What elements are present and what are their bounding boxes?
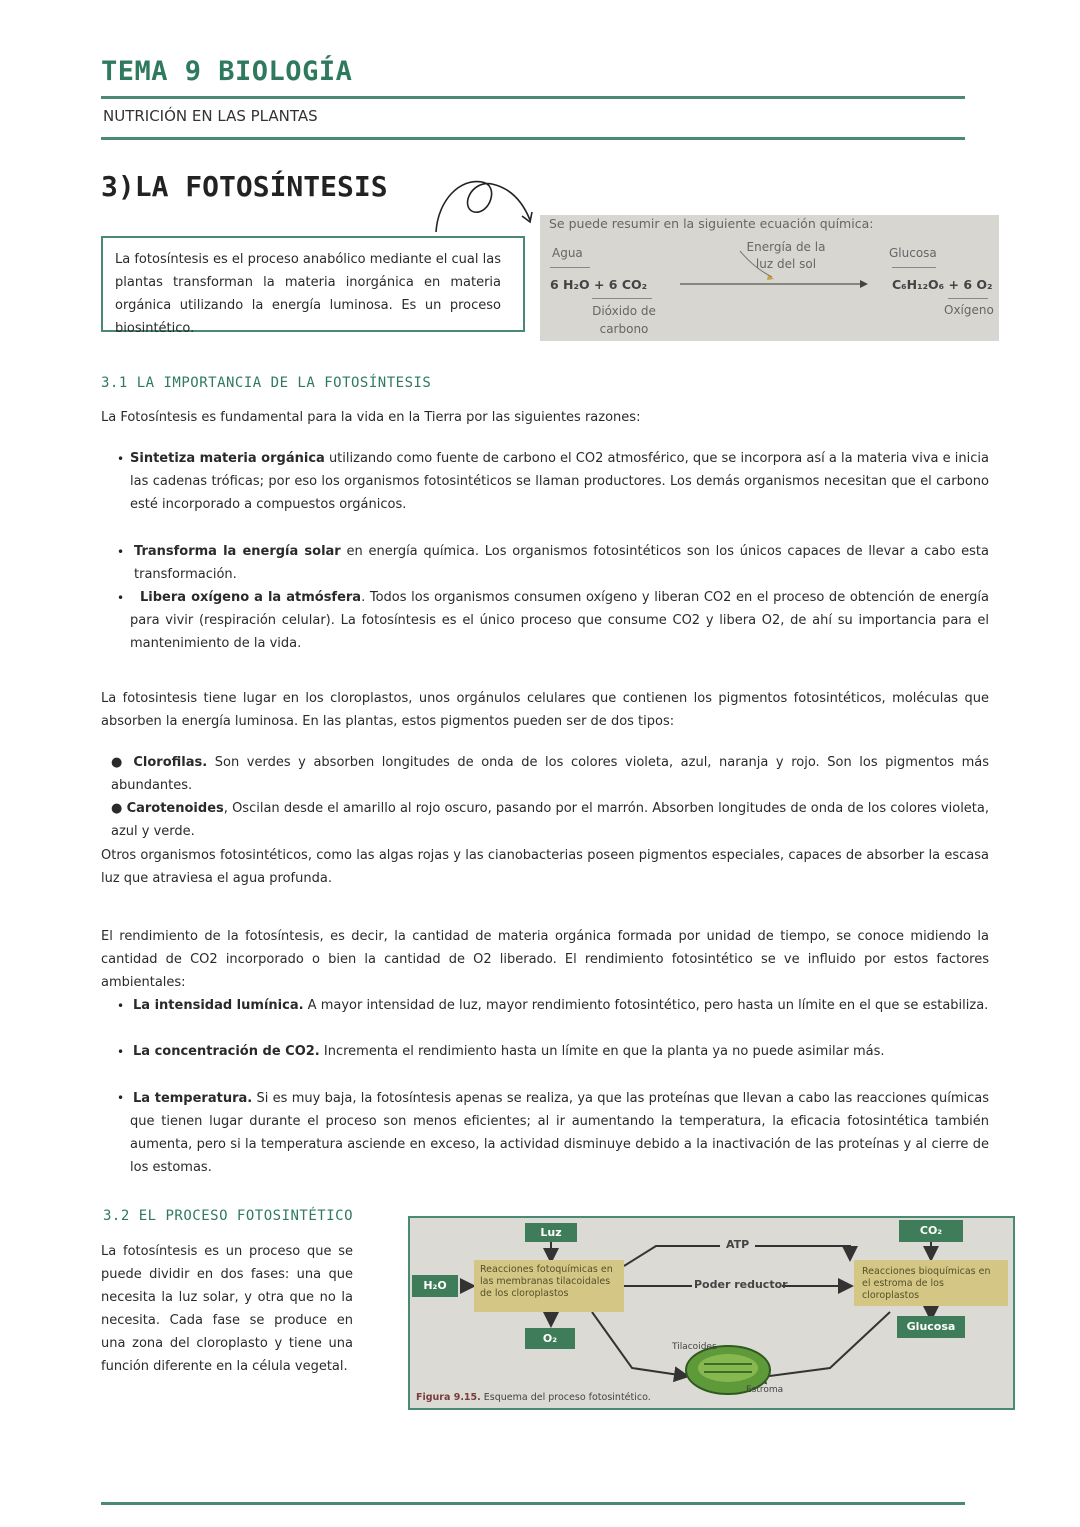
reason-3: Libera oxígeno a la atmósfera. Todos los organismos consumen oxígeno y liberan CO2 en el proceso de obtención de energía para vivir (respiración celular). La fotosíntesis es el único proceso que consume CO2 y libera O2, de ahí su importancia para el mantenimiento de la vida. bbox=[130, 590, 990, 651]
dioxido-label: Dióxido de carbono bbox=[592, 304, 656, 336]
header-divider-top bbox=[101, 96, 965, 99]
bioquimicas-box: Reacciones bioquímicas en el estroma de los cloroplastos bbox=[854, 1260, 1008, 1306]
oxigeno-underline bbox=[948, 298, 988, 299]
dioxido-underline bbox=[592, 298, 652, 299]
figure-caption: Figura 9.15. Esquema del proceso fotosintético. bbox=[416, 1392, 651, 1403]
glucosa-label: Glucosa bbox=[889, 246, 937, 260]
equation-figure bbox=[540, 215, 999, 341]
factor-intensidad: La intensidad lumínica. A mayor intensidad de luz, mayor rendimiento fotosintético, pero hasta un límite en el que se estabiliza. bbox=[133, 998, 989, 1013]
reaction-arrow bbox=[680, 249, 870, 289]
bullet-dot: • bbox=[117, 545, 125, 559]
section-title: 3)LA FOTOSÍNTESIS bbox=[101, 170, 388, 203]
glucosa-box: Glucosa bbox=[897, 1316, 965, 1338]
estroma-label: Estroma bbox=[746, 1385, 784, 1395]
page-title: TEMA 9 BIOLOGÍA bbox=[101, 56, 353, 87]
cloroplastos-paragraph: La fotosintesis tiene lugar en los cloroplastos, unos orgánulos celulares que contienen los pigmentos fotosintéticos, moléculas que absorben la energía luminosa. En las plantas, estos pigmentos pueden ser de dos tipos: bbox=[101, 691, 989, 729]
swirl-arrow-doodle bbox=[430, 170, 540, 240]
luz-box: Luz bbox=[525, 1223, 577, 1242]
energia-label: Energía de la luz del sol bbox=[746, 240, 826, 271]
reactants: 6 H₂O + 6 CO₂ bbox=[550, 277, 648, 292]
factor-temperatura: La temperatura. Si es muy baja, la fotosíntesis apenas se realiza, ya que las proteínas que llevan a cabo las reacciones químicas que tienen lugar durante el proceso son menos eficientes; al ir aumentando la temperatura, la eficacia fotosintética también aumenta, pero si la temperatura asciende en exceso, la actividad disminuye debido a la inactivación de las proteínas y al cierre de los estomas. bbox=[130, 1091, 989, 1175]
pigment-clorofilas: ● Clorofilas. Son verdes y absorben longitudes de onda de los colores violeta, azul, naranja y rojo. Son los pigmentos más abundantes. bbox=[111, 755, 989, 793]
atp-label: ATP bbox=[720, 1238, 755, 1251]
h2o-box: H₂O bbox=[412, 1275, 458, 1297]
otros-organismos-paragraph: Otros organismos fotosintéticos, como las algas rojas y las cianobacterias poseen pigmentos especiales, capaces de absorber la escasa luz que atraviesa el agua profunda. bbox=[101, 848, 989, 886]
agua-underline bbox=[550, 267, 590, 268]
bullet-dot: • bbox=[117, 452, 125, 466]
products: C₆H₁₂O₆ + 6 O₂ bbox=[892, 277, 993, 292]
bullet-dot: • bbox=[117, 1045, 125, 1059]
agua-label: Agua bbox=[552, 246, 583, 260]
equation-caption: Se puede resumir en la siguiente ecuación química: bbox=[549, 216, 874, 231]
rendimiento-paragraph: El rendimiento de la fotosíntesis, es decir, la cantidad de materia orgánica formada por unidad de tiempo, se conoce midiendo la cantidad de CO2 incorporado o bien la cantidad de O2 liberado. El rendimiento fotosintético se ve influido por estos factores ambientales: bbox=[101, 929, 989, 990]
diagram-arrows bbox=[410, 1218, 1013, 1408]
reason-2: Transforma la energía solar en energía química. Los organismos fotosintéticos son los únicos capaces de llevar a cabo esta transformación. bbox=[134, 544, 989, 582]
poder-reductor-label: Poder reductor bbox=[694, 1278, 788, 1291]
header-divider-bottom bbox=[101, 137, 965, 140]
bullet-dot: • bbox=[117, 1091, 125, 1105]
importance-intro: La Fotosíntesis es fundamental para la vida en la Tierra por las siguientes razones: bbox=[101, 410, 641, 425]
page-subtitle: NUTRICIÓN EN LAS PLANTAS bbox=[103, 107, 318, 125]
bullet-dot: • bbox=[117, 591, 125, 605]
footer-divider bbox=[101, 1502, 965, 1505]
definition-box bbox=[101, 236, 525, 336]
definition-text: La fotosíntesis es el proceso anabólico mediante el cual las plantas transforman la materia inorgánica en materia orgánica utilizando la energía luminosa. Es un proceso biosintético. bbox=[115, 252, 501, 336]
fotoquimicas-box: Reacciones fotoquímicas en las membranas tilacoidales de los cloroplastos bbox=[474, 1260, 624, 1312]
oxigeno-label: Oxígeno bbox=[944, 303, 994, 317]
co2-box: CO₂ bbox=[899, 1220, 963, 1242]
subsection-title-3-2: 3.2 EL PROCESO FOTOSINTÉTICO bbox=[103, 1208, 354, 1224]
subsection-title-3-1: 3.1 LA IMPORTANCIA DE LA FOTOSÍNTESIS bbox=[101, 375, 432, 391]
glucosa-underline bbox=[892, 267, 936, 268]
o2-box: O₂ bbox=[525, 1328, 575, 1349]
tilacoides-label: Tilacoides bbox=[672, 1342, 717, 1352]
proceso-paragraph: La fotosíntesis es un proceso que se puede dividir en dos fases: una que necesita la luz solar, y otra que no la necesita. Cada fase se produce en una zona del cloroplasto y tiene una función diferente en la célula vegetal. bbox=[101, 1244, 353, 1374]
photosynthesis-diagram bbox=[408, 1216, 1015, 1410]
reason-1: Sintetiza materia orgánica utilizando como fuente de carbono el CO2 atmosférico, que se incorpora así a la materia viva e inicia las cadenas tróficas; por eso los organismos fotosintéticos se llaman productores. Los demás organismos necesitan que el carbono esté incorporado a compuestos orgánicos. bbox=[130, 451, 989, 512]
bullet-dot: • bbox=[117, 999, 125, 1013]
factor-co2: La concentración de CO2. Incrementa el rendimiento hasta un límite en que la planta ya no puede asimilar más. bbox=[133, 1044, 885, 1059]
pigment-carotenoides: ● Carotenoides, Oscilan desde el amarillo al rojo oscuro, pasando por el marrón. Absorben longitudes de onda de los colores violeta, azul y verde. bbox=[111, 801, 989, 839]
